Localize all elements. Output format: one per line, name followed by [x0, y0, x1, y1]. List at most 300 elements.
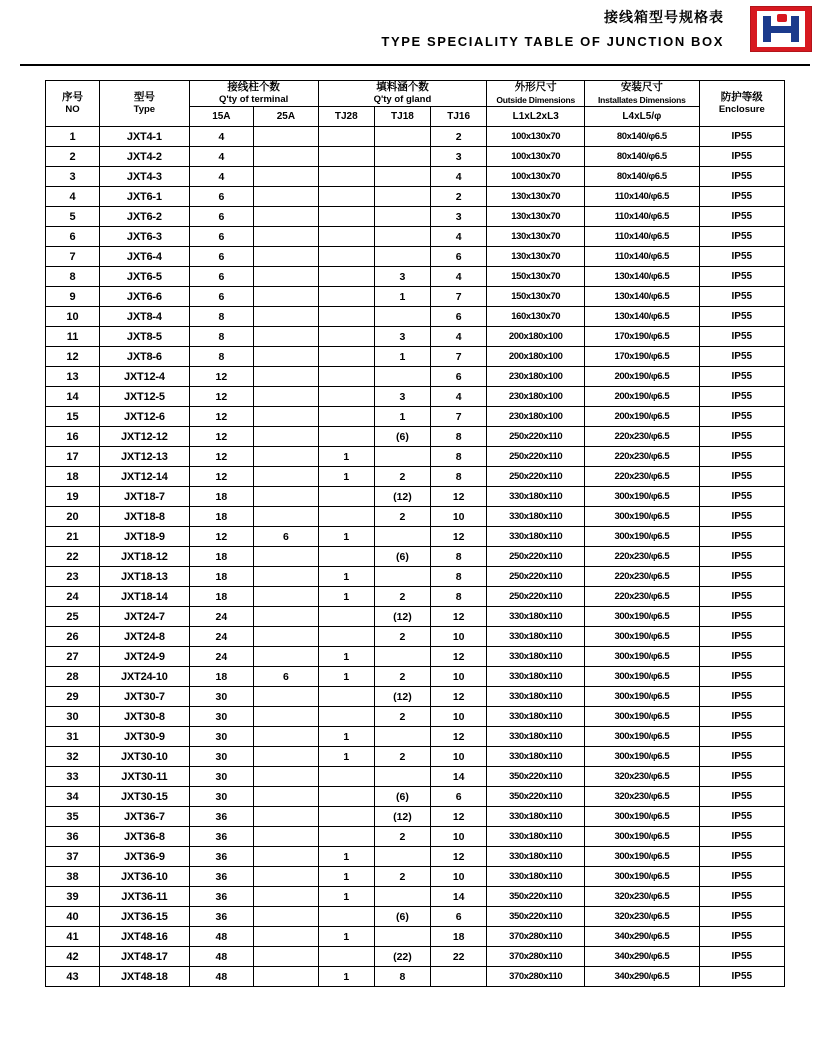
cell-install-dimensions: 300x190/φ6.5 — [585, 607, 699, 627]
cell-terminal-15a: 4 — [189, 167, 254, 187]
cell-gland-tj16: 12 — [431, 607, 487, 627]
cell-terminal-25a — [254, 947, 319, 967]
table-row — [46, 167, 785, 187]
cell-enclosure: IP55 — [699, 427, 784, 447]
cell-type: JXT6-3 — [100, 227, 190, 247]
cell-install-dimensions: 220x230/φ6.5 — [585, 587, 699, 607]
cell-type: JXT4-2 — [100, 147, 190, 167]
cell-gland-tj28 — [318, 627, 374, 647]
col-header-install-en: Installates Dimensions — [597, 95, 686, 105]
table-row — [46, 827, 785, 847]
cell-type: JXT8-5 — [100, 327, 190, 347]
cell-terminal-25a — [254, 187, 319, 207]
cell-outside-dimensions: 200x180x100 — [487, 347, 585, 367]
cell-terminal-15a: 48 — [189, 947, 254, 967]
cell-gland-tj18 — [374, 647, 430, 667]
cell-install-dimensions: 80x140/φ6.5 — [585, 127, 699, 147]
cell-gland-tj16: 10 — [431, 747, 487, 767]
cell-no: 25 — [46, 607, 100, 627]
cell-gland-tj28: 1 — [318, 447, 374, 467]
cell-gland-tj18: (12) — [374, 487, 430, 507]
col-header-gland-en: Q'ty of gland — [373, 94, 432, 105]
cell-terminal-15a: 6 — [189, 247, 254, 267]
cell-install-dimensions: 340x290/φ6.5 — [585, 947, 699, 967]
cell-type: JXT12-4 — [100, 367, 190, 387]
cell-enclosure: IP55 — [699, 147, 784, 167]
cell-gland-tj18 — [374, 447, 430, 467]
cell-gland-tj18: (6) — [374, 907, 430, 927]
cell-outside-dimensions: 230x180x100 — [487, 407, 585, 427]
cell-install-dimensions: 220x230/φ6.5 — [585, 467, 699, 487]
cell-no: 39 — [46, 887, 100, 907]
cell-terminal-25a: 6 — [254, 527, 319, 547]
cell-terminal-25a — [254, 587, 319, 607]
cell-enclosure: IP55 — [699, 527, 784, 547]
cell-gland-tj28 — [318, 327, 374, 347]
cell-type: JXT48-18 — [100, 967, 190, 987]
cell-gland-tj28 — [318, 127, 374, 147]
cell-gland-tj16: 6 — [431, 907, 487, 927]
table-row — [46, 667, 785, 687]
cell-gland-tj16: 10 — [431, 707, 487, 727]
cell-gland-tj28 — [318, 167, 374, 187]
page-title-en: TYPE SPECIALITY TABLE OF JUNCTION BOX — [381, 34, 724, 49]
cell-terminal-25a — [254, 927, 319, 947]
cell-no: 16 — [46, 427, 100, 447]
cell-gland-tj18: (12) — [374, 807, 430, 827]
cell-outside-dimensions: 350x220x110 — [487, 767, 585, 787]
cell-terminal-25a — [254, 287, 319, 307]
cell-gland-tj18 — [374, 207, 430, 227]
cell-terminal-25a — [254, 727, 319, 747]
cell-gland-tj28 — [318, 427, 374, 447]
cell-terminal-15a: 6 — [189, 187, 254, 207]
col-header-install — [585, 81, 699, 107]
cell-terminal-15a: 4 — [189, 147, 254, 167]
table-row — [46, 607, 785, 627]
cell-gland-tj18 — [374, 247, 430, 267]
cell-gland-tj18: 3 — [374, 267, 430, 287]
cell-gland-tj28 — [318, 507, 374, 527]
cell-no: 20 — [46, 507, 100, 527]
table-row — [46, 747, 785, 767]
cell-no: 12 — [46, 347, 100, 367]
cell-outside-dimensions: 100x130x70 — [487, 167, 585, 187]
cell-type: JXT4-1 — [100, 127, 190, 147]
cell-type: JXT8-6 — [100, 347, 190, 367]
table-row — [46, 467, 785, 487]
cell-terminal-15a: 12 — [189, 527, 254, 547]
cell-no: 43 — [46, 967, 100, 987]
cell-outside-dimensions: 330x180x110 — [487, 647, 585, 667]
cell-terminal-25a — [254, 687, 319, 707]
cell-outside-dimensions: 100x130x70 — [487, 127, 585, 147]
table-row — [46, 367, 785, 387]
cell-install-dimensions: 200x190/φ6.5 — [585, 387, 699, 407]
cell-no: 28 — [46, 667, 100, 687]
table-row — [46, 127, 785, 147]
cell-install-dimensions: 300x190/φ6.5 — [585, 627, 699, 647]
table-row — [46, 387, 785, 407]
cell-gland-tj18 — [374, 167, 430, 187]
table-row — [46, 947, 785, 967]
cell-terminal-15a: 36 — [189, 827, 254, 847]
cell-type: JXT30-7 — [100, 687, 190, 707]
cell-terminal-15a: 18 — [189, 507, 254, 527]
cell-no: 4 — [46, 187, 100, 207]
cell-type: JXT36-9 — [100, 847, 190, 867]
cell-enclosure: IP55 — [699, 667, 784, 687]
table-row — [46, 967, 785, 987]
cell-gland-tj16: 7 — [431, 347, 487, 367]
cell-install-dimensions: 300x190/φ6.5 — [585, 807, 699, 827]
cell-terminal-25a — [254, 807, 319, 827]
table-row — [46, 647, 785, 667]
table-row — [46, 767, 785, 787]
cell-enclosure: IP55 — [699, 847, 784, 867]
cell-install-dimensions: 220x230/φ6.5 — [585, 567, 699, 587]
cell-gland-tj18 — [374, 767, 430, 787]
cell-gland-tj18: 3 — [374, 387, 430, 407]
spec-table-container — [0, 66, 830, 987]
table-row — [46, 267, 785, 287]
cell-gland-tj16: 4 — [431, 327, 487, 347]
cell-outside-dimensions: 370x280x110 — [487, 947, 585, 967]
cell-gland-tj28 — [318, 907, 374, 927]
cell-gland-tj18: 2 — [374, 827, 430, 847]
cell-enclosure: IP55 — [699, 507, 784, 527]
cell-no: 23 — [46, 567, 100, 587]
cell-no: 38 — [46, 867, 100, 887]
cell-no: 42 — [46, 947, 100, 967]
cell-gland-tj18 — [374, 127, 430, 147]
cell-no: 18 — [46, 467, 100, 487]
cell-type: JXT24-8 — [100, 627, 190, 647]
cell-install-dimensions: 340x290/φ6.5 — [585, 927, 699, 947]
cell-install-dimensions: 320x230/φ6.5 — [585, 887, 699, 907]
cell-terminal-25a — [254, 467, 319, 487]
cell-outside-dimensions: 330x180x110 — [487, 727, 585, 747]
col-subheader-tj16: TJ16 — [431, 107, 487, 127]
cell-gland-tj28 — [318, 487, 374, 507]
cell-terminal-25a — [254, 487, 319, 507]
cell-terminal-25a — [254, 787, 319, 807]
cell-no: 1 — [46, 127, 100, 147]
cell-type: JXT12-6 — [100, 407, 190, 427]
cell-terminal-25a — [254, 227, 319, 247]
cell-install-dimensions: 300x190/φ6.5 — [585, 827, 699, 847]
cell-gland-tj16: 2 — [431, 187, 487, 207]
cell-gland-tj16: 10 — [431, 627, 487, 647]
table-row — [46, 207, 785, 227]
col-header-terminal-en: Q'ty of terminal — [218, 94, 289, 105]
col-header-terminal-cn: 接线柱个数 — [227, 81, 280, 93]
cell-type: JXT24-9 — [100, 647, 190, 667]
cell-terminal-15a: 18 — [189, 587, 254, 607]
cell-gland-tj16: 14 — [431, 767, 487, 787]
cell-gland-tj28: 1 — [318, 467, 374, 487]
cell-gland-tj16: 6 — [431, 367, 487, 387]
cell-enclosure: IP55 — [699, 647, 784, 667]
cell-install-dimensions: 340x290/φ6.5 — [585, 967, 699, 987]
cell-gland-tj18 — [374, 227, 430, 247]
table-row — [46, 707, 785, 727]
cell-gland-tj18: 2 — [374, 747, 430, 767]
cell-no: 26 — [46, 627, 100, 647]
cell-gland-tj28 — [318, 407, 374, 427]
cell-gland-tj28: 1 — [318, 647, 374, 667]
cell-gland-tj28 — [318, 367, 374, 387]
cell-gland-tj28: 1 — [318, 847, 374, 867]
table-row — [46, 227, 785, 247]
cell-install-dimensions: 320x230/φ6.5 — [585, 767, 699, 787]
cell-no: 11 — [46, 327, 100, 347]
cell-gland-tj18 — [374, 147, 430, 167]
cell-gland-tj16: 12 — [431, 807, 487, 827]
cell-enclosure: IP55 — [699, 247, 784, 267]
cell-enclosure: IP55 — [699, 687, 784, 707]
cell-gland-tj28 — [318, 147, 374, 167]
cell-outside-dimensions: 250x220x110 — [487, 567, 585, 587]
cell-gland-tj16: 6 — [431, 247, 487, 267]
cell-gland-tj28: 1 — [318, 867, 374, 887]
cell-install-dimensions: 300x190/φ6.5 — [585, 867, 699, 887]
cell-type: JXT36-15 — [100, 907, 190, 927]
cell-type: JXT18-12 — [100, 547, 190, 567]
cell-terminal-15a: 36 — [189, 887, 254, 907]
cell-no: 7 — [46, 247, 100, 267]
table-row — [46, 927, 785, 947]
cell-gland-tj18: 2 — [374, 627, 430, 647]
cell-enclosure: IP55 — [699, 327, 784, 347]
cell-gland-tj18 — [374, 887, 430, 907]
cell-outside-dimensions: 160x130x70 — [487, 307, 585, 327]
cell-terminal-15a: 36 — [189, 907, 254, 927]
cell-gland-tj18 — [374, 927, 430, 947]
cell-gland-tj16: 7 — [431, 407, 487, 427]
cell-no: 8 — [46, 267, 100, 287]
cell-outside-dimensions: 330x180x110 — [487, 867, 585, 887]
col-header-type-cn: 型号 — [133, 91, 155, 103]
cell-install-dimensions: 300x190/φ6.5 — [585, 487, 699, 507]
cell-gland-tj28 — [318, 287, 374, 307]
cell-gland-tj16: 4 — [431, 227, 487, 247]
cell-no: 24 — [46, 587, 100, 607]
cell-no: 30 — [46, 707, 100, 727]
table-row — [46, 587, 785, 607]
cell-install-dimensions: 300x190/φ6.5 — [585, 667, 699, 687]
cell-gland-tj16: 12 — [431, 527, 487, 547]
cell-gland-tj18: 2 — [374, 667, 430, 687]
cell-gland-tj16: 10 — [431, 827, 487, 847]
cell-outside-dimensions: 330x180x110 — [487, 847, 585, 867]
cell-install-dimensions: 300x190/φ6.5 — [585, 507, 699, 527]
cell-terminal-25a — [254, 207, 319, 227]
cell-outside-dimensions: 130x130x70 — [487, 207, 585, 227]
col-subheader-15a: 15A — [189, 107, 254, 127]
table-row — [46, 627, 785, 647]
cell-type: JXT18-8 — [100, 507, 190, 527]
cell-enclosure: IP55 — [699, 227, 784, 247]
cell-terminal-15a: 30 — [189, 767, 254, 787]
cell-outside-dimensions: 330x180x110 — [487, 607, 585, 627]
cell-gland-tj18: 2 — [374, 467, 430, 487]
cell-terminal-25a — [254, 367, 319, 387]
cell-outside-dimensions: 250x220x110 — [487, 547, 585, 567]
cell-no: 17 — [46, 447, 100, 467]
cell-outside-dimensions: 330x180x110 — [487, 687, 585, 707]
cell-gland-tj28: 1 — [318, 587, 374, 607]
cell-no: 21 — [46, 527, 100, 547]
cell-outside-dimensions: 330x180x110 — [487, 507, 585, 527]
cell-no: 37 — [46, 847, 100, 867]
cell-outside-dimensions: 350x220x110 — [487, 887, 585, 907]
col-header-no-en: NO — [65, 104, 80, 115]
junction-box-spec-table — [45, 80, 785, 987]
cell-type: JXT12-12 — [100, 427, 190, 447]
cell-type: JXT30-11 — [100, 767, 190, 787]
col-header-type — [100, 81, 190, 127]
cell-gland-tj18 — [374, 727, 430, 747]
cell-outside-dimensions: 150x130x70 — [487, 267, 585, 287]
cell-gland-tj16: 14 — [431, 887, 487, 907]
cell-gland-tj16: 8 — [431, 467, 487, 487]
cell-gland-tj28 — [318, 207, 374, 227]
cell-install-dimensions: 130x140/φ6.5 — [585, 287, 699, 307]
cell-terminal-15a: 48 — [189, 927, 254, 947]
cell-terminal-15a: 30 — [189, 787, 254, 807]
cell-gland-tj16: 10 — [431, 867, 487, 887]
cell-install-dimensions: 110x140/φ6.5 — [585, 207, 699, 227]
cell-gland-tj18: 1 — [374, 407, 430, 427]
col-header-enclosure — [699, 81, 784, 127]
cell-gland-tj18 — [374, 187, 430, 207]
cell-gland-tj16: 8 — [431, 547, 487, 567]
cell-outside-dimensions: 330x180x110 — [487, 627, 585, 647]
cell-terminal-15a: 4 — [189, 127, 254, 147]
cell-gland-tj16: 2 — [431, 127, 487, 147]
cell-type: JXT4-3 — [100, 167, 190, 187]
cell-terminal-15a: 6 — [189, 287, 254, 307]
cell-gland-tj16: 8 — [431, 427, 487, 447]
cell-install-dimensions: 130x140/φ6.5 — [585, 307, 699, 327]
company-logo-icon — [750, 6, 812, 52]
cell-type: JXT6-1 — [100, 187, 190, 207]
cell-terminal-15a: 36 — [189, 847, 254, 867]
cell-install-dimensions: 320x230/φ6.5 — [585, 787, 699, 807]
cell-enclosure: IP55 — [699, 807, 784, 827]
cell-enclosure: IP55 — [699, 367, 784, 387]
cell-gland-tj18: 2 — [374, 507, 430, 527]
cell-outside-dimensions: 330x180x110 — [487, 667, 585, 687]
document-header — [0, 0, 830, 60]
col-header-type-en: Type — [133, 104, 156, 115]
cell-gland-tj16 — [431, 967, 487, 987]
cell-gland-tj16: 6 — [431, 787, 487, 807]
cell-gland-tj16: 12 — [431, 647, 487, 667]
col-subheader-tj28: TJ28 — [318, 107, 374, 127]
cell-type: JXT12-5 — [100, 387, 190, 407]
cell-outside-dimensions: 130x130x70 — [487, 227, 585, 247]
cell-outside-dimensions: 330x180x110 — [487, 707, 585, 727]
cell-gland-tj28: 1 — [318, 727, 374, 747]
col-header-enclosure-en: Enclosure — [718, 104, 765, 115]
cell-outside-dimensions: 330x180x110 — [487, 487, 585, 507]
cell-install-dimensions: 300x190/φ6.5 — [585, 527, 699, 547]
cell-enclosure: IP55 — [699, 627, 784, 647]
page-title-cn: 接线箱型号规格表 — [604, 10, 724, 26]
cell-enclosure: IP55 — [699, 827, 784, 847]
cell-terminal-15a: 8 — [189, 347, 254, 367]
cell-gland-tj16: 6 — [431, 307, 487, 327]
table-row — [46, 327, 785, 347]
cell-enclosure: IP55 — [699, 967, 784, 987]
cell-gland-tj18: (12) — [374, 607, 430, 627]
table-row — [46, 147, 785, 167]
cell-outside-dimensions: 250x220x110 — [487, 427, 585, 447]
cell-gland-tj18: (6) — [374, 427, 430, 447]
cell-outside-dimensions: 330x180x110 — [487, 807, 585, 827]
cell-type: JXT30-9 — [100, 727, 190, 747]
cell-type: JXT12-13 — [100, 447, 190, 467]
cell-no: 35 — [46, 807, 100, 827]
cell-gland-tj16: 3 — [431, 207, 487, 227]
col-header-no-cn: 序号 — [62, 91, 84, 103]
cell-terminal-25a — [254, 627, 319, 647]
cell-enclosure: IP55 — [699, 927, 784, 947]
cell-terminal-15a: 18 — [189, 567, 254, 587]
cell-gland-tj16: 4 — [431, 167, 487, 187]
cell-terminal-15a: 12 — [189, 387, 254, 407]
cell-terminal-15a: 12 — [189, 447, 254, 467]
cell-gland-tj28: 1 — [318, 567, 374, 587]
cell-install-dimensions: 320x230/φ6.5 — [585, 907, 699, 927]
col-subheader-install-dims: L4xL5/φ — [585, 107, 699, 127]
table-row — [46, 527, 785, 547]
cell-gland-tj28: 1 — [318, 667, 374, 687]
cell-install-dimensions: 300x190/φ6.5 — [585, 687, 699, 707]
col-header-outside — [487, 81, 585, 107]
cell-gland-tj16: 4 — [431, 387, 487, 407]
cell-gland-tj18: 1 — [374, 287, 430, 307]
cell-install-dimensions: 110x140/φ6.5 — [585, 227, 699, 247]
cell-terminal-25a — [254, 387, 319, 407]
cell-gland-tj16: 10 — [431, 507, 487, 527]
logo-bar-middle — [771, 26, 791, 33]
cell-gland-tj16: 10 — [431, 667, 487, 687]
col-header-enclosure-cn: 防护等级 — [720, 91, 763, 103]
table-body — [46, 127, 785, 987]
cell-no: 41 — [46, 927, 100, 947]
cell-gland-tj28: 1 — [318, 967, 374, 987]
cell-terminal-15a: 6 — [189, 227, 254, 247]
cell-enclosure: IP55 — [699, 167, 784, 187]
cell-terminal-25a: 6 — [254, 667, 319, 687]
cell-gland-tj16: 8 — [431, 587, 487, 607]
cell-terminal-15a: 12 — [189, 407, 254, 427]
table-row — [46, 847, 785, 867]
cell-gland-tj18 — [374, 527, 430, 547]
cell-install-dimensions: 300x190/φ6.5 — [585, 847, 699, 867]
table-row — [46, 507, 785, 527]
cell-terminal-15a: 18 — [189, 487, 254, 507]
cell-no: 29 — [46, 687, 100, 707]
cell-gland-tj16: 7 — [431, 287, 487, 307]
cell-gland-tj28 — [318, 187, 374, 207]
cell-no: 19 — [46, 487, 100, 507]
cell-gland-tj18 — [374, 567, 430, 587]
cell-install-dimensions: 110x140/φ6.5 — [585, 187, 699, 207]
